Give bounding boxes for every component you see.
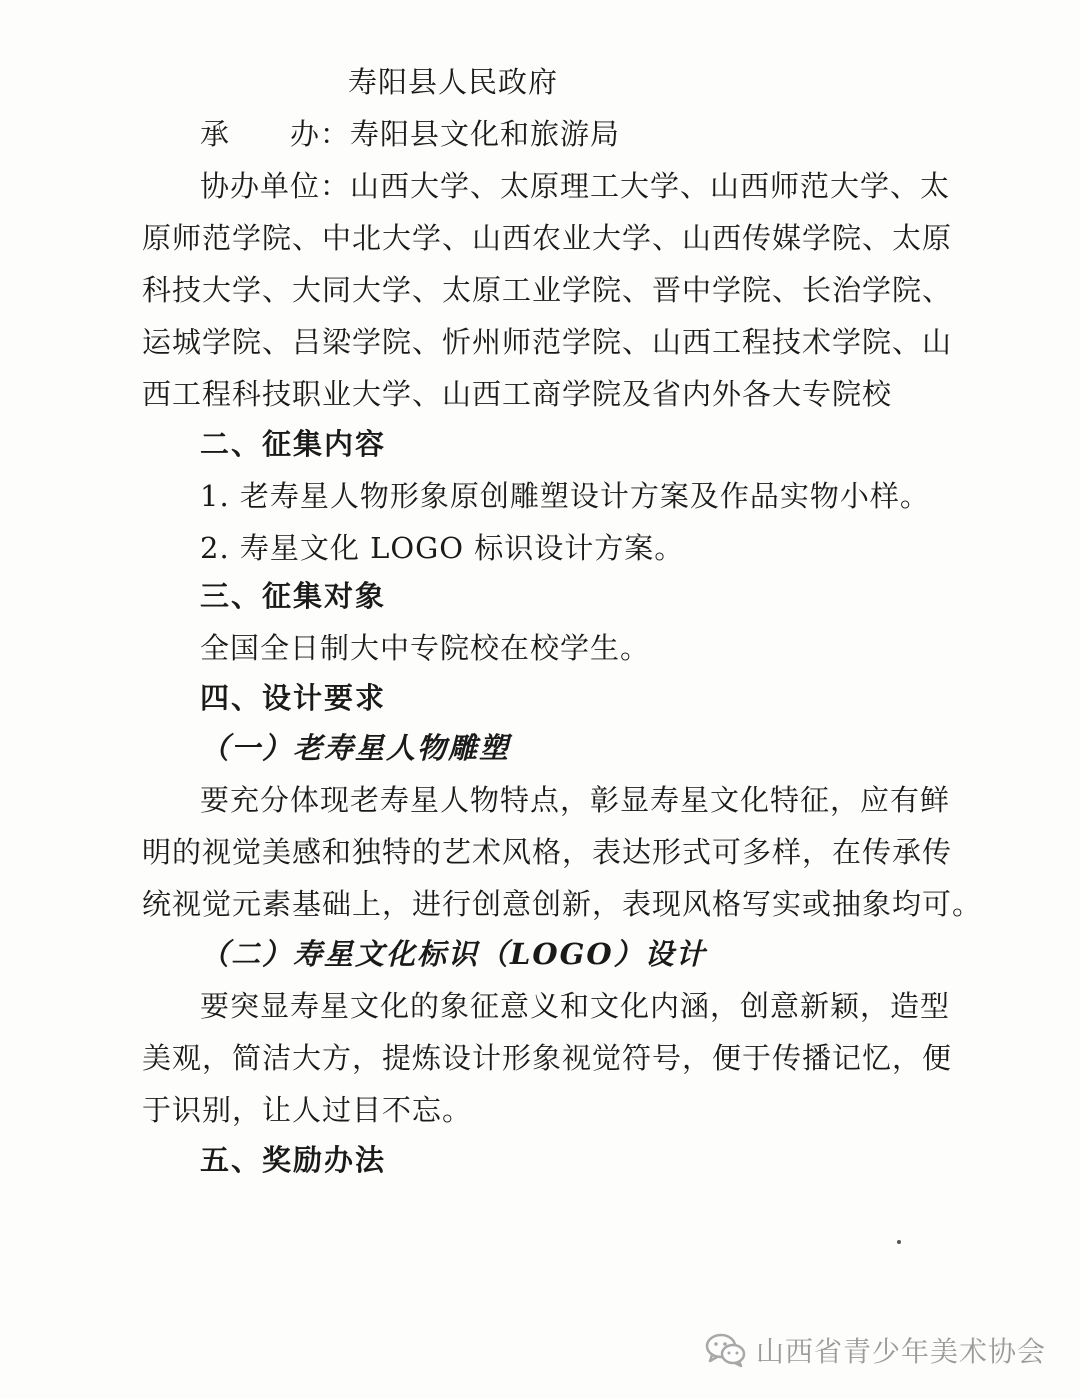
section-2-item-2: 2. 寿星文化 LOGO 标识设计方案。 — [200, 531, 685, 565]
wechat-icon — [704, 1330, 748, 1370]
section-5-title: 五、奖励办法 — [200, 1143, 387, 1177]
section-3-text: 全国全日制大中专院校在校学生。 — [200, 631, 651, 665]
section-2-title: 二、征集内容 — [200, 427, 387, 461]
subsection-1-title: （一）老寿星人物雕塑 — [200, 731, 511, 765]
host-unit: 寿阳县人民政府 — [348, 65, 559, 99]
subsection-2-title: （二）寿星文化标识（LOGO）设计 — [200, 937, 707, 971]
co-organizer-line-5: 西工程科技职业大学、山西工商学院及省内外各大专院校 — [142, 377, 893, 411]
organizer-label: 承 办： — [200, 117, 351, 151]
co-organizer-line-1: 协办单位：山西大学、太原理工大学、山西师范大学、太 — [200, 169, 951, 203]
co-organizer-line-3: 科技大学、大同大学、太原工业学院、晋中学院、长治学院、 — [142, 273, 953, 307]
watermark-text: 山西省青少年美术协会 — [755, 1335, 1046, 1368]
scan-speck — [897, 1240, 901, 1244]
section-3-title: 三、征集对象 — [200, 579, 387, 613]
organizer-line — [200, 114, 620, 154]
subsection-1-line-1: 要充分体现老寿星人物特点，彰显寿星文化特征，应有鲜 — [200, 783, 951, 817]
subsection-2-line-3: 于识别，让人过目不忘。 — [142, 1093, 473, 1127]
organizer-value: 寿阳县文化和旅游局 — [350, 117, 621, 151]
subsection-2-line-2: 美观，简洁大方，提炼设计形象视觉符号，便于传播记忆，便 — [142, 1041, 953, 1075]
section-2-item-1: 1. 老寿星人物形象原创雕塑设计方案及作品实物小样。 — [200, 479, 930, 513]
co-organizer-line-2: 原师范学院、中北大学、山西农业大学、山西传媒学院、太原 — [142, 221, 953, 255]
subsection-2-line-1: 要突显寿星文化的象征意义和文化内涵，创意新颖，造型 — [200, 989, 951, 1023]
subsection-1-line-2: 明的视觉美感和独特的艺术风格，表达形式可多样，在传承传 — [142, 835, 953, 869]
co-organizer-line-4: 运城学院、吕梁学院、忻州师范学院、山西工程技术学院、山 — [142, 325, 953, 359]
subsection-1-line-3: 统视觉元素基础上，进行创意创新，表现风格写实或抽象均可。 — [142, 887, 983, 921]
section-4-title: 四、设计要求 — [200, 681, 387, 715]
watermark — [704, 1326, 1046, 1374]
